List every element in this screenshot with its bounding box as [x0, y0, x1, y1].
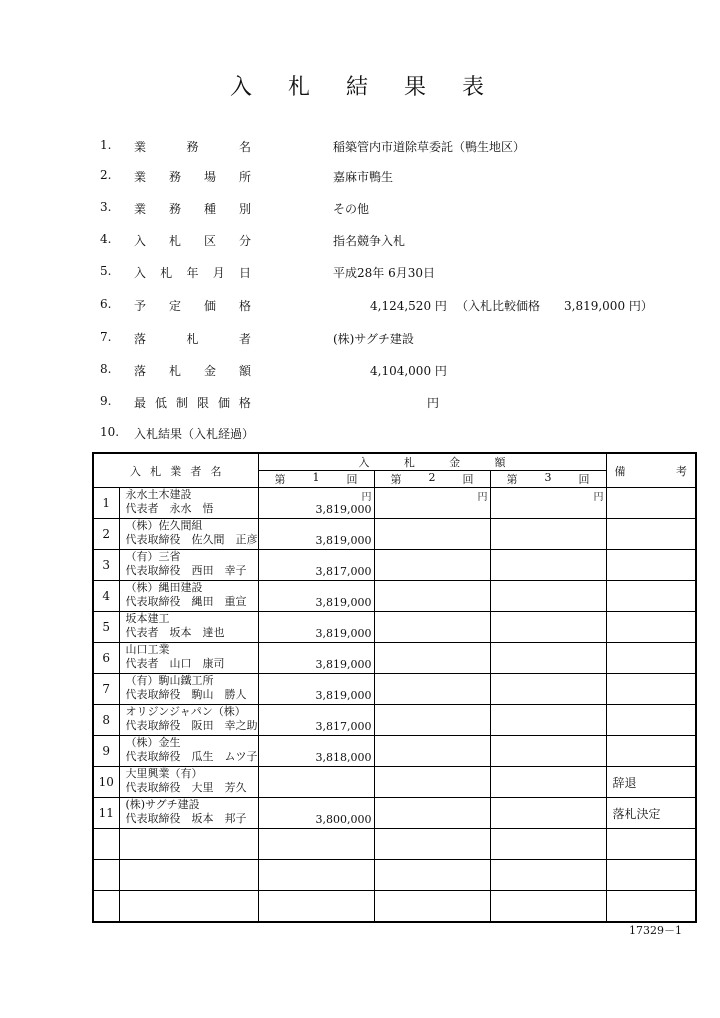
- table-row: [93, 488, 696, 519]
- header-round-3: [490, 471, 606, 488]
- bidder-representative: 代表者 永水 悟: [125, 502, 214, 515]
- row-number: 4: [93, 581, 119, 612]
- page-number: 17329－1: [629, 924, 682, 937]
- item-label: [134, 138, 251, 155]
- table-row: [93, 550, 696, 581]
- bid-amount-round-2: [374, 612, 490, 643]
- bid-amount-round-2: [374, 705, 490, 736]
- row-number: 5: [93, 612, 119, 643]
- empty-cell: [374, 829, 490, 860]
- table-row: [93, 581, 696, 612]
- bid-amount-round-2: [374, 488, 490, 519]
- empty-cell: [606, 891, 696, 923]
- bid-amount-value: 3,819,000: [315, 503, 372, 516]
- item-label-char: 最: [134, 396, 147, 410]
- row-number: 6: [93, 643, 119, 674]
- bid-amount-round-1: [258, 612, 374, 643]
- item-label-char: 日: [238, 266, 251, 280]
- bidder-name: [119, 798, 258, 829]
- header-remarks: [606, 453, 696, 488]
- bidder-name: [119, 643, 258, 674]
- bid-amount-round-1: [258, 643, 374, 674]
- header-char: 1: [312, 471, 320, 484]
- remarks: [606, 519, 696, 550]
- item-label-char: 価: [203, 299, 216, 313]
- bid-amount-value: 3,819,000: [315, 658, 372, 671]
- bid-amount-round-3: [490, 767, 606, 798]
- item-row: [100, 394, 700, 414]
- bid-amount-round-2: [374, 736, 490, 767]
- item-label-char: 務: [186, 140, 199, 154]
- item-label-char: 場: [203, 170, 216, 184]
- bidder-company: （株）縄田建設: [125, 581, 203, 594]
- item-label-char: 予: [134, 299, 147, 313]
- header-char: 名: [210, 464, 222, 478]
- bidder-representative: 代表取締役 瓜生 ムツ子: [125, 750, 258, 763]
- bid-amount-round-1: [258, 674, 374, 705]
- header-bid-amount: [258, 453, 606, 471]
- bidder-company: 坂本建工: [125, 612, 170, 625]
- bidder-name: [119, 674, 258, 705]
- item-value: 円: [427, 396, 440, 410]
- empty-cell: [119, 891, 258, 923]
- header-char: 回: [346, 473, 358, 486]
- row-number: 9: [93, 736, 119, 767]
- remarks: [606, 550, 696, 581]
- item-label: [134, 362, 251, 379]
- header-char: 回: [462, 473, 474, 486]
- header-char: 第: [274, 473, 286, 486]
- row-number: 3: [93, 550, 119, 581]
- bid-amount-round-3: [490, 612, 606, 643]
- item-label-char: 務: [168, 170, 181, 184]
- item-number: 2.: [100, 168, 112, 182]
- item-label: 入札結果（入札経過）: [134, 427, 255, 441]
- bidder-representative: 代表取締役 阪田 幸之助: [125, 719, 258, 732]
- remarks: [606, 674, 696, 705]
- table-row: [93, 798, 696, 829]
- item-label-char: 月: [212, 266, 225, 280]
- bid-amount-value: 3,819,000: [315, 689, 372, 702]
- item-value: 平成28年 6月30日: [333, 266, 435, 280]
- bid-amount-value: 3,819,000: [315, 596, 372, 609]
- remarks: [606, 612, 696, 643]
- item-label-char: 金: [203, 364, 216, 378]
- item-row: [100, 264, 700, 284]
- item-label-char: 業: [134, 140, 147, 154]
- item-number: 9.: [100, 394, 112, 408]
- bid-amount-round-3: [490, 581, 606, 612]
- remarks: 落札決定: [606, 798, 696, 829]
- item-label-char: 務: [168, 202, 181, 216]
- bid-amount-round-3: [490, 736, 606, 767]
- item-row: [100, 200, 700, 220]
- bid-amount-round-3: [490, 674, 606, 705]
- bid-amount-round-1: [258, 705, 374, 736]
- header-char: 第: [506, 473, 518, 486]
- bid-amount-round-1: [258, 488, 374, 519]
- bidder-company: （有）三省: [125, 550, 181, 563]
- remarks: 辞退: [606, 767, 696, 798]
- table-row-empty: [93, 829, 696, 860]
- item-value: 嘉麻市鴨生: [333, 170, 394, 184]
- bid-amount-round-2: [374, 519, 490, 550]
- item-row: [100, 232, 700, 252]
- item-value: 指名競争入札: [333, 234, 406, 248]
- item-label-char: 札: [168, 364, 181, 378]
- item-label-char: 名: [238, 140, 251, 154]
- item-number: 10.: [100, 425, 120, 439]
- item-label-char: 額: [238, 364, 251, 378]
- item-label-char: 価: [217, 396, 230, 410]
- header-char: 2: [428, 471, 436, 484]
- item-number: 6.: [100, 297, 112, 311]
- empty-cell: [606, 829, 696, 860]
- table-row: [93, 736, 696, 767]
- item-row: [100, 362, 700, 382]
- remarks: [606, 705, 696, 736]
- row-number: 7: [93, 674, 119, 705]
- item-label-char: 年: [186, 266, 199, 280]
- item-label-char: 種: [203, 202, 216, 216]
- item-number: 5.: [100, 264, 112, 278]
- table-row: [93, 643, 696, 674]
- item-number: 4.: [100, 232, 112, 246]
- header-char: 入: [358, 456, 370, 469]
- bid-amount-round-3: [490, 550, 606, 581]
- item-label-char: 札: [160, 266, 173, 280]
- item-label-char: 札: [186, 332, 199, 346]
- bidder-representative: 代表者 坂本 達也: [125, 626, 225, 639]
- table-row: [93, 705, 696, 736]
- bid-amount-round-3: [490, 488, 606, 519]
- item-number: 8.: [100, 362, 112, 376]
- bid-amount-round-1: [258, 798, 374, 829]
- bid-amount-value: 3,817,000: [315, 720, 372, 733]
- bid-amount-round-1: [258, 581, 374, 612]
- empty-cell: [374, 860, 490, 891]
- item-value: 稲築管内市道除草委託（鴨生地区）: [333, 140, 526, 154]
- bid-amount-round-3: [490, 705, 606, 736]
- item-value-extra: （入札比較価格 3,819,000 円）: [456, 299, 653, 313]
- header-round-2: [374, 471, 490, 488]
- bidder-company: （有）駒山鐵工所: [125, 674, 214, 687]
- item-label-char: 格: [238, 396, 251, 410]
- item-value: 4,124,520 円: [370, 299, 447, 313]
- row-number: 2: [93, 519, 119, 550]
- empty-cell: [490, 891, 606, 923]
- bidder-name: [119, 767, 258, 798]
- bid-amount-value: 3,800,000: [315, 813, 372, 826]
- item-label-char: 所: [238, 170, 251, 184]
- header-char: 入: [130, 464, 141, 478]
- item-label-char: 者: [238, 332, 251, 346]
- bidder-name: [119, 705, 258, 736]
- item-label-char: 定: [168, 299, 181, 313]
- row-number: 10: [93, 767, 119, 798]
- remarks: [606, 643, 696, 674]
- item-row: [100, 168, 700, 188]
- item-label-char: 業: [134, 170, 147, 184]
- page-title: 入札結果表: [229, 75, 520, 100]
- empty-cell: [119, 860, 258, 891]
- bid-amount-value: 3,818,000: [315, 751, 372, 764]
- bidder-name: [119, 519, 258, 550]
- item-row: [100, 138, 700, 158]
- bid-amount-round-1: [258, 767, 374, 798]
- bidder-name: [119, 736, 258, 767]
- header-char: 者: [190, 464, 202, 478]
- item-number: 7.: [100, 330, 112, 344]
- row-number: 11: [93, 798, 119, 829]
- item-label-char: 入: [134, 266, 147, 280]
- yen-unit: 円: [593, 492, 604, 503]
- item-label: [134, 394, 251, 411]
- item-label-char: 札: [168, 234, 181, 248]
- item-label: [134, 232, 251, 249]
- remarks: [606, 736, 696, 767]
- item-label-char: 業: [134, 202, 147, 216]
- yen-unit: 円: [361, 492, 372, 503]
- header-char: 回: [578, 473, 590, 486]
- bidder-company: 山口工業: [125, 643, 170, 656]
- item-label: [134, 200, 251, 217]
- bidder-company: オリジンジャパン（株）: [125, 705, 246, 718]
- item-value: 4,104,000 円: [370, 364, 447, 378]
- bidder-name: [119, 581, 258, 612]
- bid-amount-round-2: [374, 581, 490, 612]
- item-value: その他: [333, 202, 370, 216]
- item-label-char: 制: [175, 396, 188, 410]
- empty-cell: [606, 860, 696, 891]
- item-label-char: 別: [238, 202, 251, 216]
- bid-amount-round-2: [374, 674, 490, 705]
- row-number: 8: [93, 705, 119, 736]
- bidder-company: 大里興業（有）: [125, 767, 203, 780]
- item-label: [134, 297, 251, 314]
- header-char: 金: [449, 456, 461, 469]
- table-row: [93, 767, 696, 798]
- bid-amount-round-2: [374, 798, 490, 829]
- item-label-char: 限: [196, 396, 209, 410]
- item-row: [100, 425, 700, 445]
- bid-amount-round-2: [374, 550, 490, 581]
- bid-amount-value: 3,819,000: [315, 534, 372, 547]
- empty-cell: [490, 860, 606, 891]
- bidder-representative: 代表取締役 西田 幸子: [125, 564, 247, 577]
- empty-cell: [93, 860, 119, 891]
- remarks: [606, 581, 696, 612]
- yen-unit: 円: [477, 492, 488, 503]
- bid-amount-round-1: [258, 519, 374, 550]
- header-char: 3: [544, 471, 552, 484]
- empty-cell: [119, 829, 258, 860]
- bidder-company: (株)サグチ建設: [125, 798, 200, 811]
- bid-amount-value: 3,819,000: [315, 627, 372, 640]
- bid-amount-value: 3,817,000: [315, 565, 372, 578]
- bid-amount-round-3: [490, 519, 606, 550]
- table-row-empty: [93, 860, 696, 891]
- item-label: [134, 264, 251, 281]
- item-label-char: 分: [238, 234, 251, 248]
- bid-amount-round-2: [374, 767, 490, 798]
- item-label: [134, 330, 251, 347]
- bidder-company: （株）佐久間組: [125, 519, 203, 532]
- item-number: 1.: [100, 138, 112, 152]
- bidder-representative: 代表取締役 縄田 重宣: [125, 595, 247, 608]
- item-value: (株)サグチ建設: [333, 332, 414, 346]
- header-char: 業: [170, 464, 182, 478]
- item-label-char: 入: [134, 234, 147, 248]
- bidder-name: [119, 488, 258, 519]
- remarks: [606, 488, 696, 519]
- empty-cell: [374, 891, 490, 923]
- header-char: 第: [390, 473, 402, 486]
- empty-cell: [490, 829, 606, 860]
- bidder-name: [119, 612, 258, 643]
- table-row: [93, 612, 696, 643]
- item-row: [100, 297, 700, 317]
- bid-amount-round-1: [258, 736, 374, 767]
- bidder-company: （株）金生: [125, 736, 181, 749]
- header-char: 考: [676, 464, 687, 478]
- bidder-representative: 代表取締役 大里 芳久: [125, 781, 247, 794]
- bidder-representative: 代表者 山口 康司: [125, 657, 225, 670]
- bid-amount-round-2: [374, 643, 490, 674]
- bid-amount-round-3: [490, 798, 606, 829]
- table-row: [93, 674, 696, 705]
- item-label-char: 格: [238, 299, 251, 313]
- empty-cell: [258, 860, 374, 891]
- bid-results-table: [92, 452, 697, 923]
- empty-cell: [93, 891, 119, 923]
- bidder-representative: 代表取締役 坂本 邦子: [125, 812, 247, 825]
- item-label: [134, 168, 251, 185]
- header-char: 札: [150, 464, 162, 478]
- item-label-char: 落: [134, 364, 147, 378]
- item-label-char: 落: [134, 332, 147, 346]
- header-char: 額: [494, 456, 506, 469]
- empty-cell: [93, 829, 119, 860]
- row-number: 1: [93, 488, 119, 519]
- bidder-name: [119, 550, 258, 581]
- item-label-char: 区: [203, 234, 216, 248]
- item-label-char: 低: [154, 396, 167, 410]
- item-number: 3.: [100, 200, 112, 214]
- header-round-1: [258, 471, 374, 488]
- empty-cell: [258, 891, 374, 923]
- bid-amount-round-1: [258, 550, 374, 581]
- bidder-representative: 代表取締役 佐久間 正彦: [125, 533, 258, 546]
- item-row: [100, 330, 700, 350]
- table-row-empty: [93, 891, 696, 923]
- bidder-company: 永水土木建設: [125, 488, 192, 501]
- header-bidder-name: [93, 453, 258, 488]
- bidder-representative: 代表取締役 駒山 勝人: [125, 688, 247, 701]
- header-char: 札: [403, 456, 415, 469]
- empty-cell: [258, 829, 374, 860]
- bid-amount-round-3: [490, 643, 606, 674]
- header-char: 備: [614, 464, 626, 478]
- table-row: [93, 519, 696, 550]
